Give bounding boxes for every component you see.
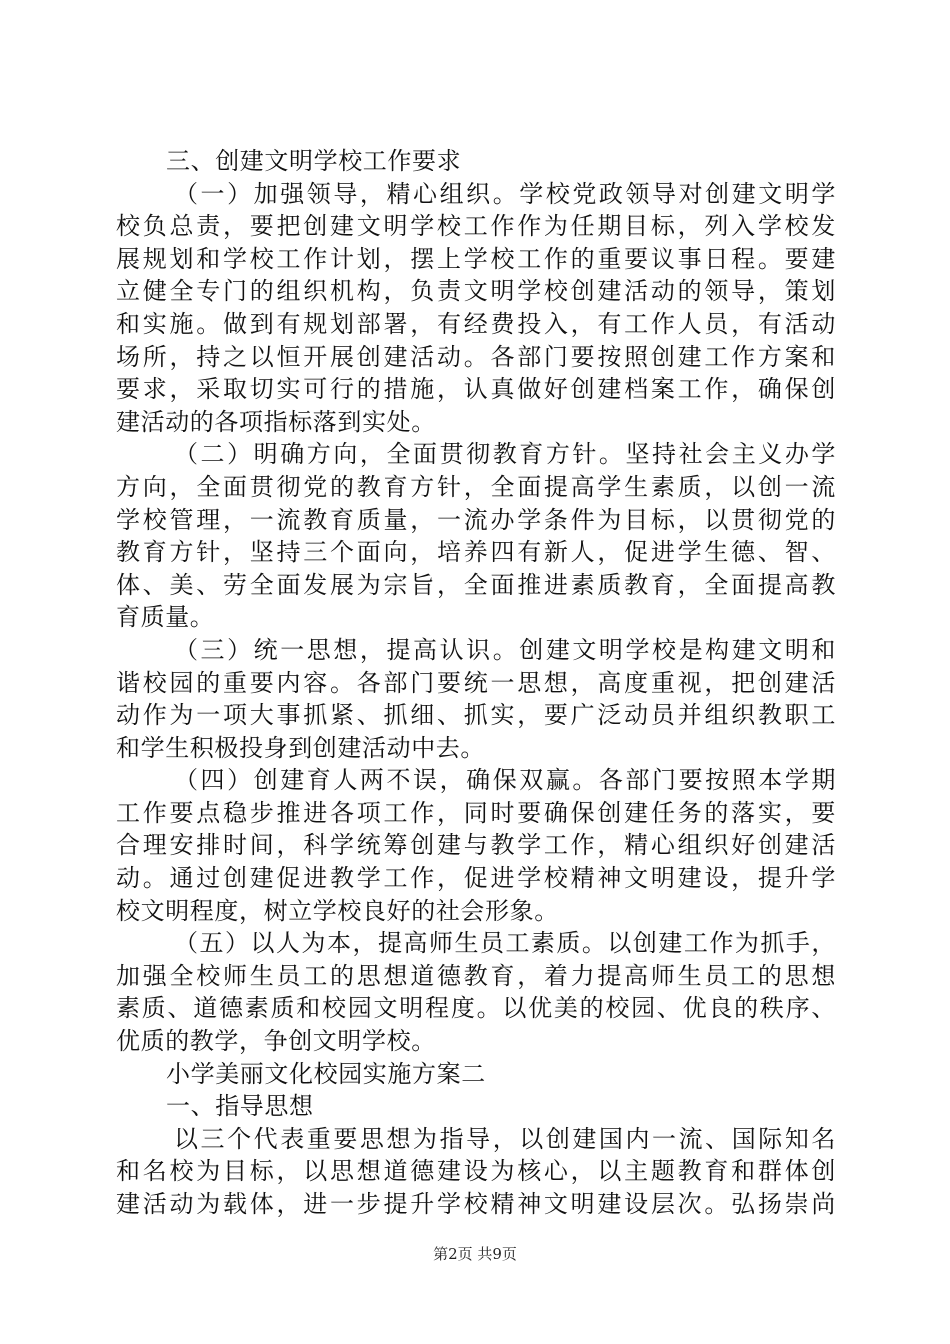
paragraph-line: 和实施。做到有规划部署，有经费投入，有工作人员，有活动 <box>116 309 836 338</box>
paragraph-line: 育质量。 <box>116 603 215 632</box>
paragraph-line: （二）明确方向，全面贯彻教育方针。坚持社会主义办学 <box>174 440 836 469</box>
paragraph-line: 工作要点稳步推进各项工作，同时要确保创建任务的落实，要 <box>116 798 836 827</box>
section-heading: 三、创建文明学校工作要求 <box>166 147 462 175</box>
paragraph-line: 和学生积极投身到创建活动中去。 <box>116 733 485 762</box>
paragraph-line: 教育方针，坚持三个面向，培养四有新人，促进学生德、智、 <box>116 538 836 567</box>
paragraph-line: （一）加强领导，精心组织。学校党政领导对创建文明学 <box>174 179 836 208</box>
paragraph-line: 要求，采取切实可行的措施，认真做好创建档案工作，确保创 <box>116 375 836 404</box>
paragraph-line: （四）创建育人两不误，确保双赢。各部门要按照本学期 <box>174 766 836 795</box>
paragraph-line: 展规划和学校工作计划，摆上学校工作的重要议事日程。要建 <box>116 244 836 273</box>
paragraph-line: 学校管理，一流教育质量，一流办学条件为目标，以贯彻党的 <box>116 505 836 534</box>
paragraph-line: 谐校园的重要内容。各部门要统一思想，高度重视，把创建活 <box>116 668 836 697</box>
paragraph-line: 建活动为载体，进一步提升学校精神文明建设层次。弘扬崇尚 <box>116 1190 836 1218</box>
paragraph-line: 加强全校师生员工的思想道德教育，着力提高师生员工的思想 <box>116 961 836 990</box>
paragraph-line: 动。通过创建促进教学工作，促进学校精神文明建设，提升学 <box>116 864 836 893</box>
paragraph-line: 以三个代表重要思想为指导，以创建国内一流、国际知名 <box>174 1124 836 1153</box>
paragraph-line: 动作为一项大事抓紧、抓细、抓实，要广泛动员并组织教职工 <box>116 701 836 730</box>
paragraph-line: （三）统一思想，提高认识。创建文明学校是构建文明和 <box>174 635 836 664</box>
document-body <box>116 145 836 1221</box>
paragraph-line: 合理安排时间，科学统筹创建与教学工作，精心组织好创建活 <box>116 831 836 860</box>
paragraph-line: 建活动的各项指标落到实处。 <box>116 407 436 436</box>
paragraph-line: 体、美、劳全面发展为宗旨，全面推进素质教育，全面提高教 <box>116 570 836 599</box>
paragraph-line: 场所，持之以恒开展创建活动。各部门要按照创建工作方案和 <box>116 342 836 371</box>
page-number-footer: 第2页 共9页 <box>433 1245 517 1263</box>
document-title: 小学美丽文化校园实施方案二 <box>166 1059 486 1088</box>
paragraph-line: 方向，全面贯彻党的教育方针，全面提高学生素质，以创一流 <box>116 472 836 501</box>
section-heading: 一、指导思想 <box>166 1092 314 1121</box>
paragraph-line: 素质、道德素质和校园文明程度。以优美的校园、优良的秩序、 <box>116 994 836 1023</box>
paragraph-line: （五）以人为本，提高师生员工素质。以创建工作为抓手， <box>174 929 836 958</box>
paragraph-line: 和名校为目标，以思想道德建设为核心，以主题教育和群体创 <box>116 1157 836 1186</box>
paragraph-line: 优质的教学，争创文明学校。 <box>116 1027 436 1056</box>
paragraph-line: 校负总责，要把创建文明学校工作作为任期目标，列入学校发 <box>116 212 836 241</box>
paragraph-line: 立健全专门的组织机构，负责文明学校创建活动的领导，策划 <box>116 277 836 306</box>
paragraph-line: 校文明程度，树立学校良好的社会形象。 <box>116 896 559 925</box>
